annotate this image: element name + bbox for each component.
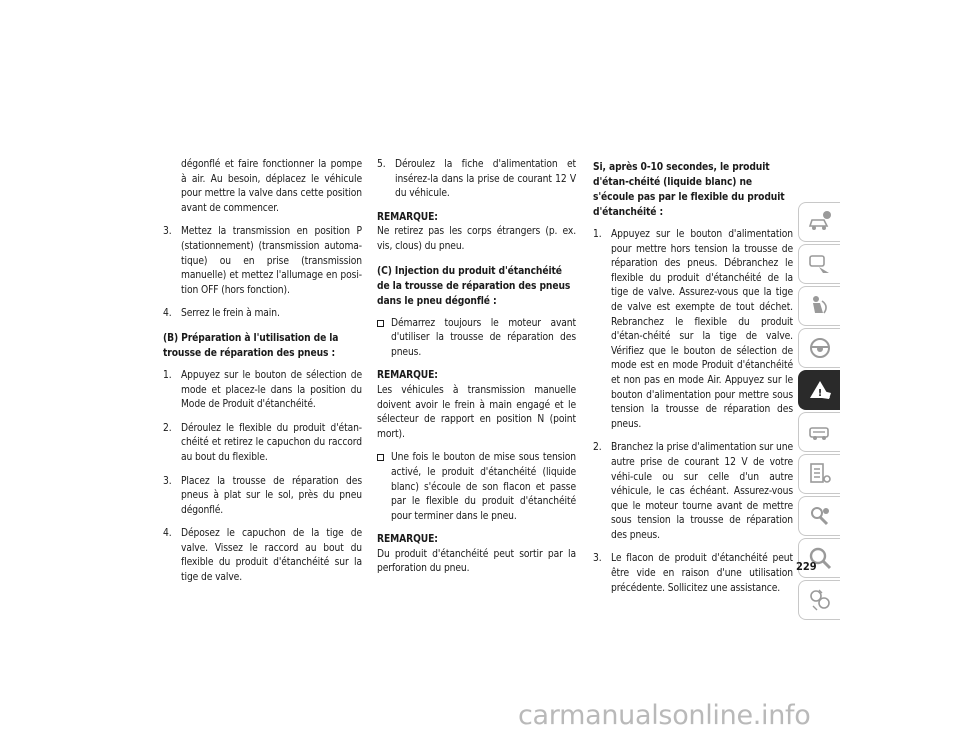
- list-item: 4. Serrez le frein à main.: [163, 308, 280, 320]
- tab-maintenance[interactable]: [798, 454, 840, 494]
- list-item: 2. Branchez la prise d'alimentation sur une autre prise de courant 12 V de votre véhi-cule ou sur celle d'un autre véhicule, le cas échéant. Assurez-vous que le moteur tourne avant de mettre sous tension la trousse de réparation des pneus.: [593, 442, 793, 541]
- tab-car-info[interactable]: [798, 202, 840, 242]
- tab-languages[interactable]: [798, 580, 840, 620]
- section-heading-troubleshoot: Si, après 0-10 secondes, le produit d'étan-chéité (liquide blanc) ne s'écoule pas par le flexible du produit d'étanchéité :: [593, 162, 785, 218]
- safety-icon: [807, 293, 833, 319]
- note-heading: REMARQUE:: [377, 211, 438, 223]
- section-heading-b: (B) Préparation à l'utilisation de la trousse de réparation des pneus :: [163, 332, 339, 359]
- bullet-square-icon: [377, 451, 391, 524]
- steering-wheel-icon: [807, 335, 833, 361]
- section-heading-c: (C) Injection du produit d'étanchéité de la trousse de réparation des pneus dans le pneu dégonflé :: [377, 265, 571, 307]
- svg-text:!: !: [817, 388, 822, 399]
- bullet-item: Démarrez toujours le moteur avant d'utiliser la trousse de réparation des pneus.: [377, 317, 576, 361]
- car-info-icon: [807, 209, 833, 235]
- service-car-icon: [807, 419, 833, 445]
- note-text: Ne retirez pas les corps étrangers (p. ex. vis, clous) du pneu.: [377, 226, 576, 252]
- tab-specs[interactable]: [798, 496, 840, 536]
- note-heading: REMARQUE:: [377, 370, 438, 382]
- column-1: [163, 158, 362, 595]
- bullet-square-icon: [377, 317, 391, 361]
- specs-icon: [807, 503, 833, 529]
- tab-emergency[interactable]: [798, 370, 840, 410]
- list-item: 2. Déroulez le flexible du produit d'étan-chéité et retirez le capuchon du raccord au bout du flexible.: [163, 422, 362, 463]
- tab-dashboard[interactable]: [798, 244, 840, 284]
- note-text: Du produit d'étanchéité peut sortir par la perforation du pneu.: [377, 548, 576, 575]
- emergency-icon: [807, 377, 833, 403]
- chapter-tabs: [798, 202, 840, 622]
- multilingual-icon: [807, 587, 833, 613]
- watermark-text: carmanualsonline.info: [518, 700, 811, 731]
- list-item: 3. Le flacon de produit d'étanchéité peut être vide en raison d'une utilisation précédente. Sollicitez une assistance.: [593, 553, 793, 594]
- tab-safety[interactable]: [798, 286, 840, 326]
- tab-service[interactable]: [798, 412, 840, 452]
- maintenance-list-icon: [807, 461, 833, 487]
- list-item: 1. Appuyez sur le bouton de sélection de mode et placez-le dans la position du Mode de Produit d'étanchéité.: [163, 369, 362, 411]
- note-text: Les véhicules à transmission manuelle doivent avoir le frein à main engagé et le sélecteur de rapport en position N (point mort).: [377, 384, 576, 440]
- dashboard-icon: [807, 251, 833, 277]
- list-item: 3. Placez la trousse de réparation des pneus à plat sur le sol, près du pneu dégonflé.: [163, 475, 362, 516]
- bullet-item: Une fois le bouton de mise sous tension activé, le produit d'étanchéité (liquide blanc) s'écoule de son flacon et passe par le flexible du produit d'étanchéité pour terminer dans le pneu.: [377, 451, 576, 524]
- list-item: 1. Appuyez sur le bouton d'alimentation pour mettre hors tension la trousse de réparation des pneus. Débranchez le flexible du produit d'étanchéité de la tige de valve. Assurez-vous que la tige de valve est exempte de tout déchet. Rebranchez le flexible du produit d'étan-chéité sur la tige de valve. Vérifiez que le bouton de sélection de mode est en mode Produit d'étanchéité et non pas en mode Air. Appuyez sur le bouton d'alimentation pour mettre sous tension la trousse de réparation des pneus.: [593, 229, 793, 430]
- list-item: 5. Déroulez la fiche d'alimentation et insérez-la dans la prise de courant 12 V du véhicule.: [377, 159, 576, 200]
- tab-steering[interactable]: [798, 328, 840, 368]
- column-3: [593, 158, 793, 605]
- note-heading: REMARQUE:: [377, 534, 438, 546]
- page-number: 229: [796, 560, 817, 573]
- continued-paragraph: dégonflé et faire fonctionner la pompe à air. Au besoin, déplacez le véhicule pour mettre la valve dans cette position avant de commencer.: [181, 159, 362, 214]
- list-item: 3. Mettez la transmission en position P (stationnement) (transmission automa-tique) ou en prise (transmission manuelle) et mettez l'allumage en posi-tion OFF (hors fonction).: [163, 226, 362, 296]
- column-2: [377, 158, 576, 586]
- list-item: 4. Déposez le capuchon de la tige de valve. Vissez le raccord au bout du flexible du produit d'étanchéité sur la tige de valve.: [163, 528, 362, 584]
